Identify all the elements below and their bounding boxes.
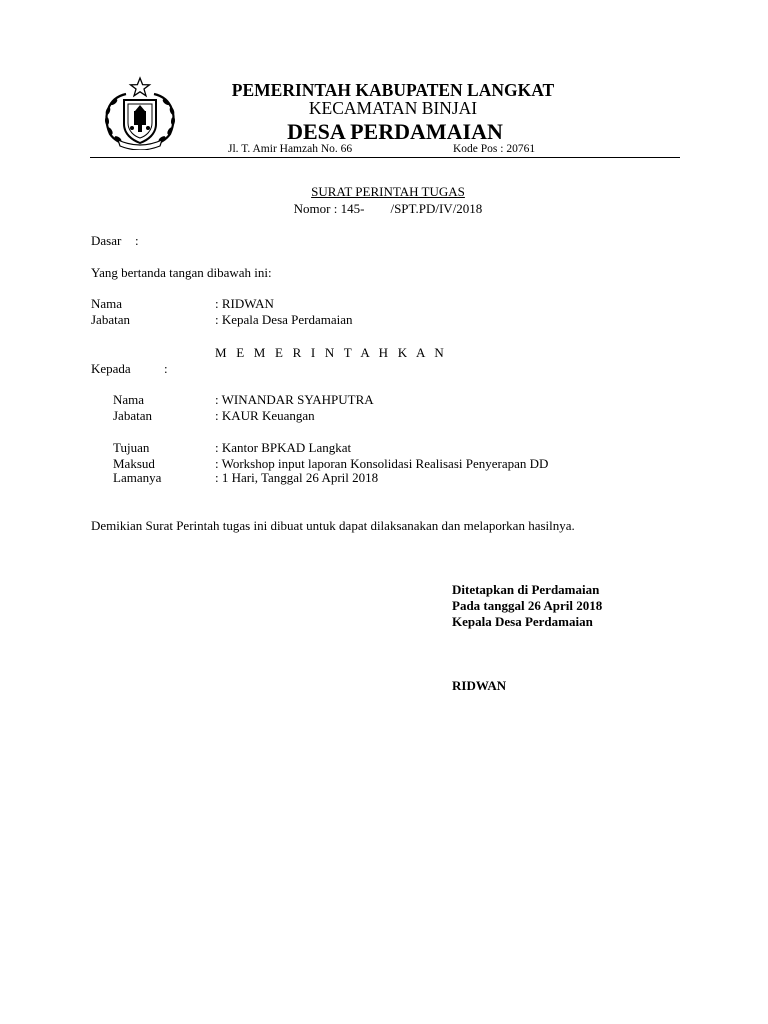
assignee-destination-value: : Kantor BPKAD Langkat	[215, 440, 352, 455]
assignee-position-value: : KAUR Keuangan	[215, 408, 315, 423]
letterhead-government: PEMERINTAH KABUPATEN LANGKAT	[231, 80, 555, 100]
letterhead-divider	[90, 157, 680, 158]
signature-name: RIDWAN	[452, 678, 507, 693]
assignee-name-value: : WINANDAR SYAHPUTRA	[215, 392, 374, 407]
document-title: SURAT PERINTAH TUGAS	[311, 184, 465, 199]
assignee-position-label: Jabatan	[113, 408, 152, 423]
signature-date: Pada tanggal 26 April 2018	[452, 598, 603, 613]
letterhead-address: Jl. T. Amir Hamzah No. 66	[228, 143, 353, 155]
assignee-duration-label: Lamanya	[113, 470, 162, 485]
signer-name-value: : RIDWAN	[215, 296, 274, 311]
assignee-destination-label: Tujuan	[113, 440, 150, 455]
letterhead-village: DESA PERDAMAIAN	[287, 119, 503, 144]
letterhead-postal-code: Kode Pos : 20761	[453, 143, 536, 155]
intro-text: Yang bertanda tangan dibawah ini:	[91, 265, 272, 280]
signer-name-label: Nama	[91, 296, 123, 311]
signer-position-value: : Kepala Desa Perdamaian	[215, 312, 353, 327]
assignee-purpose-label: Maksud	[113, 456, 155, 471]
document-number-suffix: /SPT.PD/IV/2018	[390, 201, 483, 216]
signature-place: Ditetapkan di Perdamaian	[452, 582, 600, 597]
assignee-purpose-value: : Workshop input laporan Konsolidasi Realisasi Penyerapan DD	[215, 456, 549, 471]
kepada-colon: :	[164, 361, 168, 376]
signer-position-label: Jabatan	[91, 312, 130, 327]
assignee-duration-value: : 1 Hari, Tanggal 26 April 2018	[215, 470, 379, 485]
kepada-label: Kepada	[91, 361, 131, 376]
dasar-label: Dasar	[91, 233, 122, 248]
closing-text: Demikian Surat Perintah tugas ini dibuat untuk dapat dilaksanakan dan melaporkan hasilnya.	[91, 518, 575, 533]
document-number	[0, 201, 768, 217]
memerintahkan-heading: M E M E R I N T A H K A N	[215, 345, 447, 360]
assignee-name-label: Nama	[113, 392, 145, 407]
dasar-colon: :	[135, 233, 139, 248]
document-number-prefix: Nomor : 145-	[293, 201, 365, 216]
letterhead-district: KECAMATAN BINJAI	[308, 98, 478, 118]
signature-position: Kepala Desa Perdamaian	[452, 614, 593, 629]
